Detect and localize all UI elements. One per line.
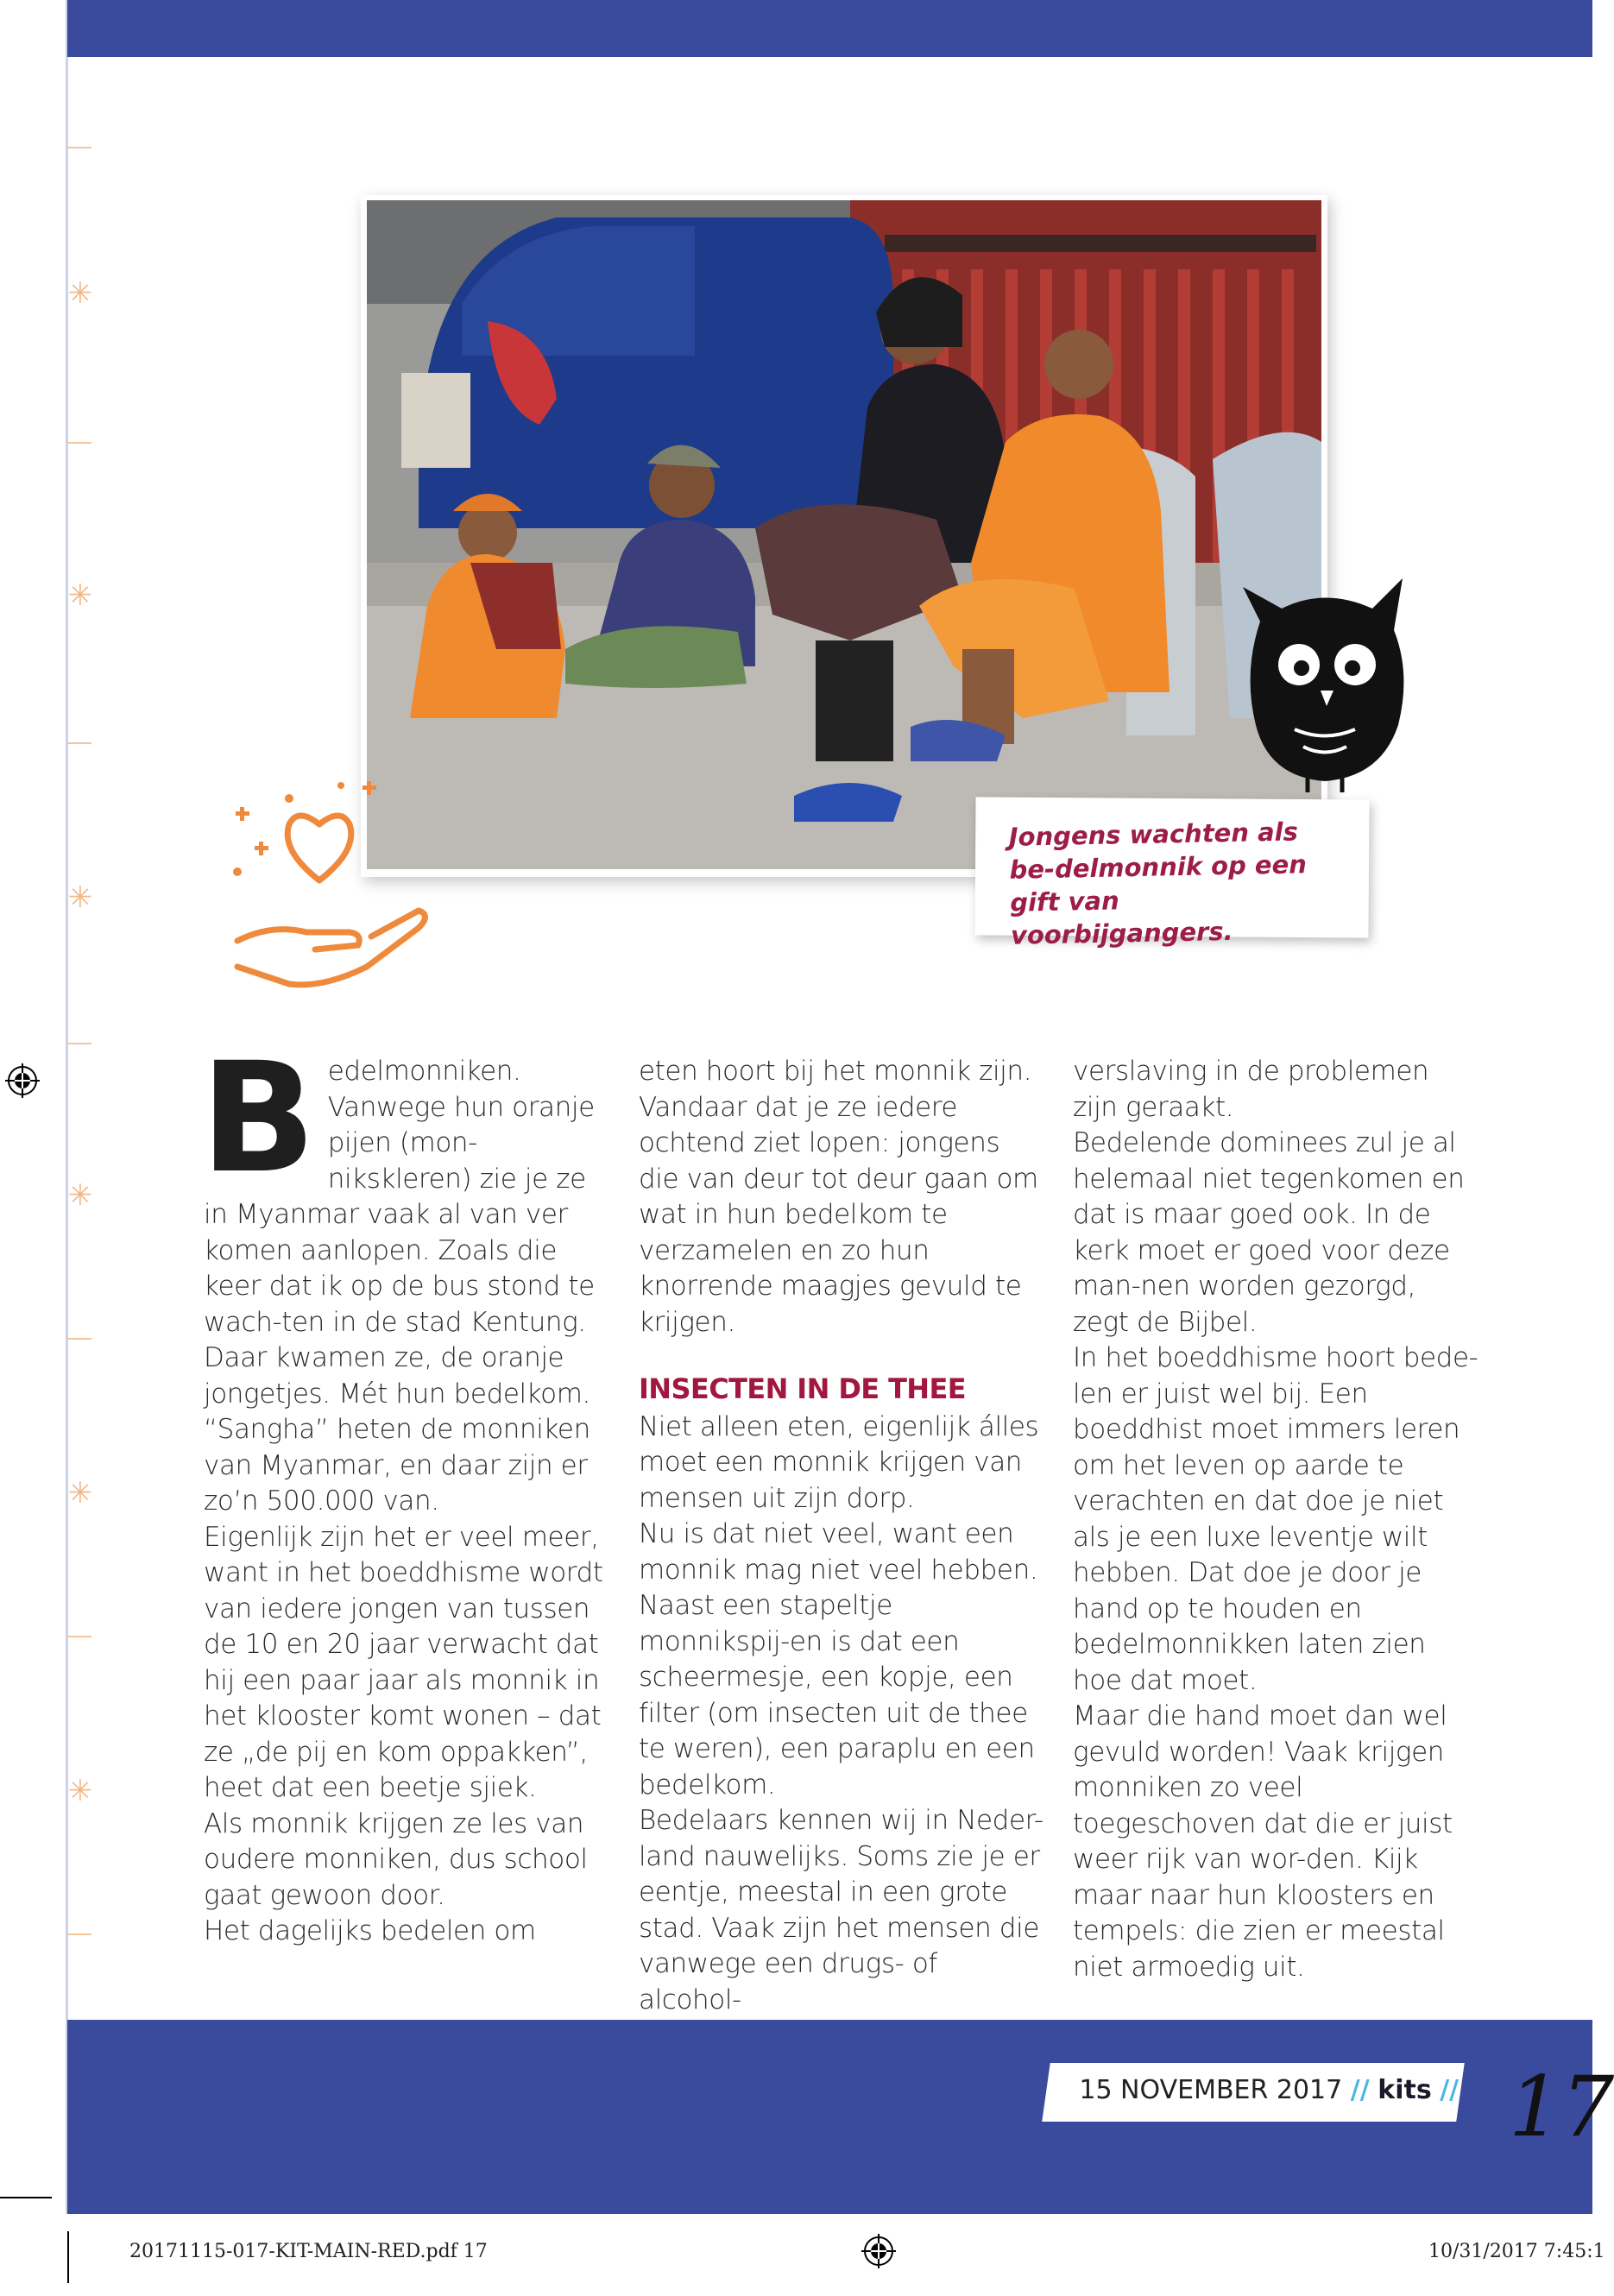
article-column-3 <box>1073 1054 1478 1985</box>
margin-tick <box>67 1043 91 1044</box>
article-paragraph: eten hoort bij het monnik zijn. Vandaar dat je ze iedere ochtend ziet lopen: jongens die van deur tot deur gaan om wat in hun bedelkom te verzamelen en zo hun knorrende maagjes gevuld te krijgen. <box>639 1056 1038 1338</box>
photo-illustration <box>367 200 1321 869</box>
article-paragraph: Nu is dat niet veel, want een monnik mag niet veel hebben. Naast een stapeltje monnikspij-en is dat een scheermesje, een kopje, een filter (om insecten uit de thee te weren), een paraplu en een bedelkom. <box>639 1518 1038 1801</box>
margin-cross-mark: ✳ <box>67 276 93 311</box>
registration-mark-icon <box>861 2234 896 2268</box>
left-margin-rule <box>66 0 68 2214</box>
issue-date: 15 NOVEMBER 2017 <box>1079 2075 1343 2105</box>
article-paragraph: Het dagelijks bedelen om <box>204 1915 536 1946</box>
print-timestamp: 10/31/2017 7:45:1 <box>1428 2241 1605 2262</box>
article-paragraph: edelmonniken. Vanwege hun oranje pijen (mon-nikskleren) zie je ze in Myanmar vaak al van ver komen aanlopen. Zoals die keer dat ik op de bus stond te wach-ten in de stad Kentung. Daar kwamen ze, de oranje jongetjes. Mét hun bedelkom. <box>204 1056 595 1410</box>
heart-in-hand-icon <box>186 751 453 1010</box>
margin-tick <box>67 742 91 744</box>
section-subheading: INSECTEN IN DE THEE <box>639 1372 967 1405</box>
article-paragraph: Eigenlijk zijn het er veel meer, want in het boeddhisme wordt van iedere jongen van tussen de 10 en 20 jaar verwacht dat hij een paar jaar als monnik in het klooster komt wonen – dat ze „de pij en kom oppakken”, heet dat een beetje sjiek. <box>204 1521 603 1803</box>
article-paragraph: Bedelende dominees zul je al helemaal niet tegenkomen en dat is maar goed ook. In de kerk moet er goed voor deze man-nen worden gezorgd, zegt de Bijbel. <box>1073 1127 1465 1338</box>
article-paragraph: In het boeddhisme hoort bede-len er juist wel bij. Een boeddhist moet immers leren om het leven op aarde te verachten en dat doe je niet als je een luxe leventje wilt hebben. Dat doe je door je hand op te houden en bedelmonnikken laten zien hoe dat moet. <box>1073 1342 1478 1696</box>
monks-photo <box>367 200 1321 869</box>
margin-tick <box>67 1338 91 1340</box>
registration-mark-icon <box>5 1063 40 1098</box>
article-paragraph: Niet alleen eten, eigenlijk álles moet een monnik krijgen van mensen uit zijn dorp. <box>639 1410 1039 1514</box>
drop-cap: B <box>200 1030 316 1207</box>
crop-mark <box>0 2197 52 2198</box>
article-paragraph: Maar die hand moet dan wel gevuld worden! Vaak krijgen monniken zo veel toegeschoven dat die er juist weer rijk van wor-den. Kijk maar naar hun kloosters en tempels: die zien er meestal niet armoedig uit. <box>1073 1700 1453 1983</box>
article-column-1 <box>200 1030 609 1950</box>
margin-cross-mark: ✳ <box>67 880 93 915</box>
print-file-name: 20171115-017-KIT-MAIN-RED.pdf 17 <box>129 2241 488 2262</box>
margin-tick <box>67 1636 91 1637</box>
crop-mark <box>67 2231 69 2283</box>
article-paragraph: “Sangha” heten de monniken van Myanmar, en daar zijn er zo’n 500.000 van. <box>204 1414 590 1517</box>
margin-cross-mark: ✳ <box>67 1476 93 1511</box>
article-column-2 <box>639 1054 1044 2018</box>
brand-name: kits <box>1378 2075 1432 2105</box>
margin-tick <box>67 1933 91 1935</box>
article-paragraph: verslaving in de problemen zijn geraakt. <box>1073 1056 1429 1123</box>
photo-caption: Jongens wachten als be-delmonnik op een gift van voorbijgangers. <box>1008 817 1308 950</box>
issue-date-tag <box>1042 2063 1465 2122</box>
separator: // <box>1440 2075 1460 2105</box>
page-number: 17 <box>1509 2059 1614 2155</box>
margin-cross-mark: ✳ <box>67 1774 93 1808</box>
separator: // <box>1350 2075 1370 2105</box>
margin-tick <box>67 147 91 148</box>
article-paragraph: Bedelaars kennen wij in Neder-land nauwelijks. Soms zie je er eentje, meestal in een grote stad. Vaak zijn het mensen die vanwege een drugs- of alcohol- <box>639 1805 1043 2015</box>
top-color-band <box>67 0 1592 57</box>
article-paragraph: Als monnik krijgen ze les van oudere monniken, dus school gaat gewoon door. <box>204 1807 588 1911</box>
owl-mascot-icon <box>1234 570 1415 794</box>
photo-caption-card <box>974 797 1369 950</box>
margin-cross-mark: ✳ <box>67 1178 93 1213</box>
margin-tick <box>67 442 91 444</box>
margin-cross-mark: ✳ <box>67 578 93 613</box>
